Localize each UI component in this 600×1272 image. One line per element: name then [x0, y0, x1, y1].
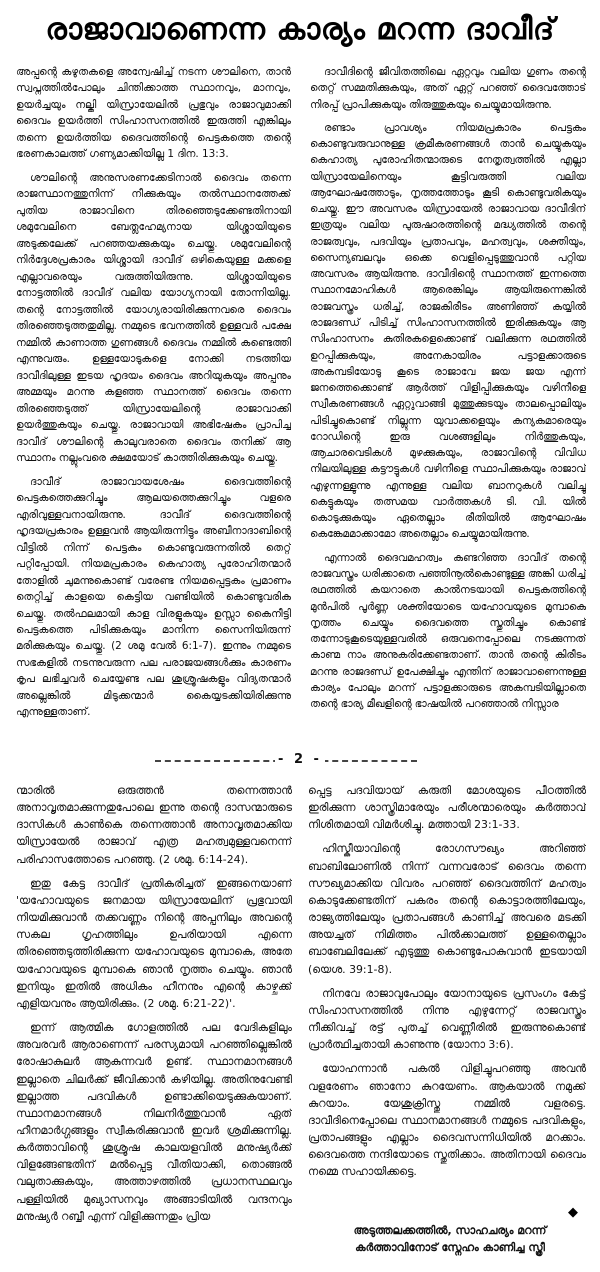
paragraph: രണ്ടാം പ്രാവശ്യം നിയമപ്രകാരം പെട്ടകം കൊണ്ടുവരുവാനുള്ള ക്രമീകരണങ്ങൾ താൻ ചെയ്യുകയും കെഹാത്യ പുരോഹിതന്മാരുടെ നേതൃത്വത്തിൽ എല്ലാ യിസ്രായേലിനെയും കൂട്ടിവരുത്തി വലിയ ആഘോഷത്തോടും, നൃത്തത്തോടും കൂടി കൊണ്ടുവരികയും ചെയ്തു. ഈ അവസരം യിസ്രായേൽ രാജാവായ ദാവീദിന് ഇത്രയും വലിയ പുരുഷാരത്തിന്റെ മദ്ധ്യത്തിൽ തന്റെ രാജത്വവും, പദവിയും പ്രതാപവും, മഹത്വവും, ശക്തിയും, സൈന്യബലവും ഒക്കെ വെളിപ്പെടുത്തുവാൻ പറ്റിയ അവസരം ആയിരുന്നു. ദാവീദിന്റെ സ്ഥാനത്ത് ഇന്നത്തെ സ്ഥാനമോഹികൾ ആരെങ്കിലും ആയിരുന്നെങ്കിൽ രാജവസ്ത്രം ധരിച്ച്, രാജകിരീടം അണിഞ്ഞ് കയ്യിൽ രാജദണ്ഡ് പിടിച്ച് സിംഹാസനത്തിൽ ഇരിക്കുകയും ആ സിംഹാസനം കുതിരകളെക്കൊണ്ട് വലിക്കുന്ന രഥത്തിൽ ഉറപ്പിക്കുകയും, അനേകായിരം പട്ടാളക്കാരുടെ അകമ്പടിയോടു കൂടെ രാജാവേ ജയ ജയ എന്ന് ജനത്തെക്കൊണ്ട് ആർത്ത് വിളിപ്പിക്കുകയും വഴിനീളെ സ്വീകരണങ്ങൾ ഏറ്റുവാങ്ങി മുത്തുക്കുടയും താലപ്പൊലിയും പിടിച്ചുകൊണ്ട് നില്ലുന്ന യുവാക്കളെയും കന്യകമാരെയും റോഡിന്റെ ഇരു വശങ്ങളിലും നിർത്തുകയും, ആചാരവെടികൾ മുഴക്കുകയും, രാജാവിന്റെ വിവിധ നിലയിലുള്ള കട്ടൗട്ടുകൾ വഴിനീളെ സ്ഥാപിക്കുകയും രാജാവ് എഴുന്നള്ളുന്നു എന്നുള്ള വലിയ ബാനറുകൾ വലിച്ചു കെട്ടുകയും തത്സമയ വാർത്തകൾ ടി. വി. യിൽ കൊടുക്കുകയും ഏതെല്ലാം രീതിയിൽ ആഘോഷം കെങ്കേമമാക്കാമോ അതെല്ലാം ചെയ്യുമായിരുന്നു. [310, 121, 586, 541]
paragraph: ദാവീദ് രാജാവായശേഷം ദൈവത്തിന്റെ പെട്ടകത്തെക്കുറിച്ചും ആലയത്തെക്കുറിച്ചും വളരെ എരിവുള്ളവനായിരുന്നു. ദാവീദ് ദൈവത്തിന്റെ ഹൃദയപ്രകാരം ഉള്ളവൻ ആയിരുന്നിട്ടും അബീനാദാബിന്റെ വീട്ടിൽ നിന്ന് പെട്ടകം കൊണ്ടുവരുന്നതിൽ തെറ്റ് പറ്റിപ്പോയി. നിയമപ്രകാരം കെഹാത്യ പുരോഹിതന്മാർ തോളിൽ ചുമന്നുകൊണ്ട് വരേണ്ട നിയമപ്പെട്ടകം പ്രമാണം തെറ്റിച്ച് കാളയെ കെട്ടിയ വണ്ടിയിൽ കൊണ്ടുവരിക ചെയ്തു. തൽഫലമായി കാള വിരളുകയും ഉസ്സാ കൈനീട്ടി പെട്ടകത്തെ പിടിക്കുകയും മാനിന്ന സൈനിയിരുന്ന് മരിക്കുകയും ചെയ്തു. (2 ശമു വേൽ 6:1-7). ഇന്നും നമ്മുടെ സഭകളിൽ നടന്നുവരുന്ന പല പരാജയങ്ങൾക്കും കാരണം കൃപ ലഭിച്ചവർ ചെയ്യേണ്ട പല ശുശ്രൂഷകളും വിദ്യതന്മാർ അല്ലെങ്കിൽ മിടുക്കന്മാർ കൈയ്യടക്കിയിരിക്കുന്നു എന്നുള്ളതാണ്. [16, 475, 291, 719]
article-title: രാജാവാണെന്ന കാര്യം മറന്ന ദാവീദ് [45, 11, 555, 47]
paragraph: ശൗലിന്റെ അനുസരണക്കേടിനാൽ ദൈവം തന്നെ രാജസ്ഥാനത്തുനിന്ന് നീക്കുകയും തൽസ്ഥാനത്തേക്ക് പുതിയ രാജാവിനെ തിരഞ്ഞെടുക്കേണ്ടതിനായി ശമുവേലിനെ ബേത്ലഹേമ്യനായ യിശ്ശായിയുടെ അടുക്കലേക്ക് പറഞ്ഞയക്കുകയും ചെയ്തു. ശമുവേലിന്റെ നിർദ്ദേശപ്രകാരം യിശ്ശായി ദാവീദ് ഒഴികെയുള്ള മക്കളെ എല്ലാവരെയും വരുത്തിയിരുന്നു. യിശ്ശായിയുടെ നോട്ടത്തിൽ ദാവീദ് വലിയ യോഗ്യനായി തോന്നിയില്ല. തന്റെ നോട്ടത്തിൽ യോഗ്യരായിരിക്കുന്നവരെ ദൈവം തിരഞ്ഞെടുത്തതുമില്ല. നമ്മുടെ ഭവനത്തിൽ ഉള്ളവർ പക്ഷേ നമ്മിൽ കാണാത്ത ഗുണങ്ങൾ ദൈവം നമ്മിൽ കണ്ടെത്തി എന്നുവരും. ഉള്ളയോടുകളെ നോക്കി നടത്തിയ ദാവീദിലുള്ള ഇടയ ഹൃദയം ദൈവം അറിയുകയും അപ്പനും അമ്മയും മറന്നു കളഞ്ഞ സ്ഥാനത്ത് ദൈവം തന്നെ തിരഞ്ഞെടുത്ത് യിസ്രായേലിന്റെ രാജാവാക്കി ഉയർത്തുകയും ചെയ്തു. രാജാവായി അഭിഷേകം പ്രാപിച്ച ദാവീദ് ശൗലിന്റെ കാലുവരാതെ ദൈവം തനിക്ക് ആ സ്ഥാനം നല്ലുംവരെ ക്ഷമയോട് കാത്തിരിക്കുകയും ചെയ്തു. [16, 171, 291, 465]
column-top-right [310, 64, 586, 740]
paragraph: എന്നാൽ ദൈവമഹത്വം കണ്ടറിഞ്ഞ ദാവീദ് തന്റെ രാജവസ്ത്രം ധരിക്കാതെ പഞ്ഞിനൂൽകൊണ്ടുള്ള അങ്കി ധരിച്ച് രഥത്തിൽ കയറാതെ കാൽനടയായി പെട്ടകത്തിന്റെ മുൻപിൽ പൂർണ്ണ ശക്തിയോടെ യഹോവയുടെ മുമ്പാകെ നൃത്തം ചെയ്യും ദൈവത്തെ സ്തുതിച്ചും കൊണ്ട് തന്നോടുകൂടെയുള്ളവരിൽ ഒരുവനെപ്പോലെ നടക്കുന്നത് കാണ്മ നാം അനുകരിക്കേണ്ടതാണ്. താൻ തന്റെ കിരീടം മറന്നു രാജദണ്ഡ് ഉപേക്ഷിച്ചും എന്തിന് രാജാവാണെന്നുള്ള കാര്യം പോലും മറന്ന് പട്ടാളക്കാരുടെ അകമ്പടിയില്ലാതെ തന്റെ ഭാര്യ മീഖളിന്റെ ഭാഷയിൽ പറഞ്ഞാൽ നിസ്സാര [310, 551, 586, 711]
column-bottom-left [16, 782, 292, 1266]
page-number: - 2 - [275, 752, 325, 770]
column-top-left [16, 64, 291, 740]
teaser-line: അടുത്തലക്കത്തിൽ, സാഹചര്യം മറന്ന് [353, 1224, 547, 1237]
paragraph: ദാവീദിന്റെ ജീവിതത്തിലെ ഏറ്റവും വലിയ ഗുണം തന്റെ തെറ്റ് സമ്മതിക്കുകയും, അത് ഏറ്റ് പറഞ്ഞ് ദൈവത്തോട് നിരപ്പ് പ്രാപിക്കുകയും തിരുത്തുകയും ചെയ്യുമായിരുന്നു. [310, 66, 586, 111]
paragraph: ന്മാരിൽ ഒരുത്തൻ തന്നെത്താൻ അനാവൃതമാക്കുന്നതുപോലെ ഇന്നു തന്റെ ദാസന്മാരുടെ ദാസികൾ കാൺകെ തന്നെത്താൻ അനാവൃതമാക്കിയ യിസ്രായേൽ രാജാവ് എത്ര മഹത്വമുള്ളവനെന്ന് പരിഹാസത്തോടെ പറഞ്ഞു. (2 ശമു. 6:14-24). [16, 784, 292, 866]
paragraph: യോഹന്നാൻ പകൽ വിളിച്ചുപറഞ്ഞു അവൻ വളരേണം ഞാനോ കുറയേണം. ആകയാൽ നമുക്ക് കുറയാം. യേശുക്രിസ്തു നമ്മിൽ വളരട്ടെ. ദാവീദിനെപ്പോലെ സ്ഥാനമാനങ്ങൾ നമ്മുടെ പദവികളും, പ്രതാപങ്ങളും എല്ലാം ദൈവസന്നിധിയിൽ മറക്കാം. ദൈവത്തെ നന്ദിയോടെ സ്തുതിക്കാം. അതിനായി ദൈവം നമ്മെ സഹായിക്കട്ടെ. [308, 1062, 586, 1179]
paragraph: നിനവേ രാജാവുപോലും യോനായുടെ പ്രസംഗം കേട്ട് സിംഹാസനത്തിൽ നിന്നു എഴുന്നേറ്റ് രാജവസ്ത്രം നീക്കിവച്ച് രട്ട് പുതച്ച് വെണ്ണീരിൽ ഇരുന്നുകൊണ്ട് പ്രാർത്ഥിച്ചതായി കാണുന്നു (യോനാ 3:6). [308, 986, 586, 1052]
end-diamond-icon: ◆ [568, 1205, 578, 1220]
paragraph: ഹിസ്കീയാവിന്റെ രോഗസൗഖ്യം അറിഞ്ഞ് ബാബിലോണിൽ നിന്ന് വന്നവരോട് ദൈവം തന്നെ സൗഖ്യമാക്കിയ വിവരം പറഞ്ഞ് ദൈവത്തിന് മഹത്വം കൊടുക്കേണ്ടതിന് പകരം തന്റെ കൊട്ടാരത്തിലേയും, രാജ്യത്തിലേയും പ്രതാപങ്ങൾ കാണിച്ച് അവരെ മടക്കി അയച്ചത് നിമിത്തം പിൽക്കാലത്ത് ഉള്ളതെല്ലാം ബാബേലിലേക്ക് എടുത്തു കൊണ്ടുപോകുവാൻ ഇടയായി (യെശ. 39:1-8). [308, 842, 586, 976]
paragraph: ഇതു കേട്ട ദാവീദ് പ്രതികരിച്ചത് ഇങ്ങനെയാണ് 'യഹോവയുടെ ജനമായ യിസ്രായേലിന് പ്രഭുവായി നിയമിക്കുവാൻ തക്കവണ്ണം നിന്റെ അപ്പനിലും അവന്റെ സകല ഗൃഹത്തിലും ഉപരിയായി എന്നെ തിരഞ്ഞെടുത്തിരിക്കുന്ന യഹോവയുടെ മുമ്പാകെ, അതേ യഹോവയുടെ മുമ്പാകെ ഞാൻ നൃത്തം ചെയ്യും. ഞാൻ ഇനിയും ഇതിൽ അധികം ഹീനനും എന്റെ കാഴ്ചക്ക് എളിയവനും ആയിരിക്കും. (2 ശമു. 6:21-22)'. [16, 876, 292, 1010]
next-issue-teaser [330, 1222, 570, 1256]
paragraph: പ്പെട്ട പദവിയായ് കരുതി മോശയുടെ പീഠത്തിൽ ഇരിക്കുന്ന ശാസ്ത്രിമാരേയും പരീശന്മാരെയും കർത്താവ് നിശിതമായി വിമർശിച്ചു. മത്തായി 23:1-33. [308, 784, 586, 832]
teaser-line: കർത്താവിനോട് സ്നേഹം കാണിച്ച സ്ത്രീ [355, 1241, 545, 1254]
paragraph: അപ്പന്റെ കഴുതകളെ അന്വേഷിച്ച് നടന്ന ശൗലിനെ, താൻ സ്വപ്നത്തിൽപോലും ചിന്തിക്കാത്ത സ്ഥാനവും, മാനവും, ഉയർച്ചയും നല്കി യിസ്രായേലിൽ പ്രഭുവും രാജാവുമാക്കി ദൈവം ഉയർത്തി സിംഹാസനത്തിൽ ഇരുത്തി എങ്കിലും തന്നെ ഉയർത്തിയ ദൈവത്തിന്റെ പെട്ടകത്തെ തന്റെ ഭരണകാലത്ത് ഗണ്യമാക്കിയില്ല 1 ദിന. 13:3. [16, 66, 291, 161]
paragraph: ഇന്ന് ആത്മിക ഗോളത്തിൽ പല വേദികളിലും അവരവർ ആരാണെന്ന് പരസ്യമായി പറഞ്ഞില്ലെങ്കിൽ രോഷാകുലർ ആകുന്നവർ ഉണ്ട്. സ്ഥാനമാനങ്ങൾ ഇല്ലാതെ ചിലർക്ക് ജീവിക്കാൻ കഴിയില്ല. അതിനുവേണ്ടി ഇല്ലാത്ത പദവികൾ ഉണ്ടാക്കിയെടുക്കുകയാണ്. സ്ഥാനമാനങ്ങൾ നിലനിർത്തുവാൻ ഏത് ഹീനമാർഗ്ഗങ്ങളും സ്വീകരിക്കുവാൻ ഇവർ ശ്രമിക്കുന്നില്ല. കർത്താവിന്റെ ശുശ്രൂഷ കാലയളവിൽ മനുഷ്യർക്ക് വിളങ്ങേണ്ടതിന് മൽപ്പെട്ട വീതിയാക്കി, തൊങ്ങൽ വലുതാക്കുകയും, അത്താഴത്തിൽ പ്രധാനസ്ഥലവും പള്ളിയിൽ മുഖ്യാസനവും അങ്ങാടിയിൽ വന്ദനവും മനുഷ്യർ റബ്ബീ എന്ന് വിളിക്കുന്നതും പ്രിയ [16, 1021, 292, 1223]
column-bottom-right [308, 782, 586, 1212]
title-banner [0, 0, 600, 58]
